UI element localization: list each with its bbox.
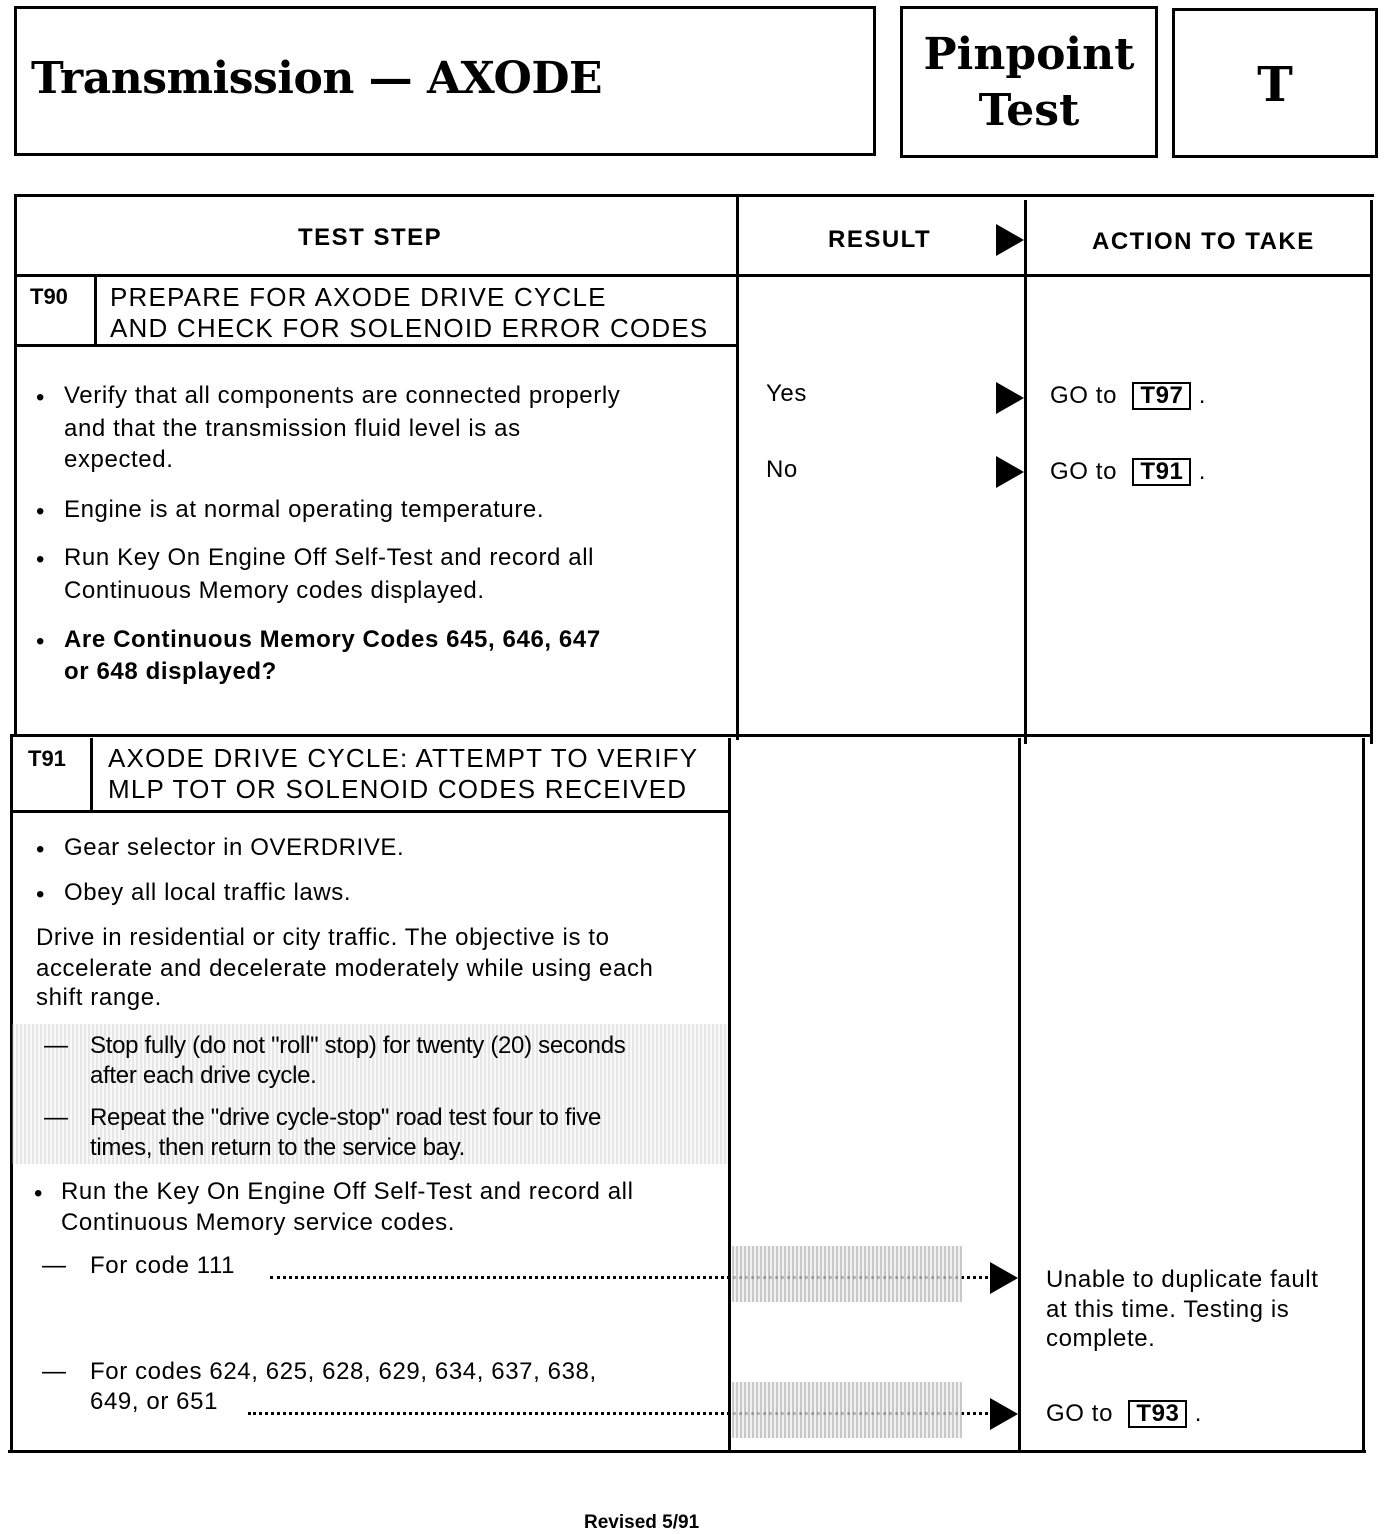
t90-b1-line-2: and that the transmission fluid level is as <box>64 415 521 442</box>
t91-p1-line-2: accelerate and decelerate moderately while using each <box>36 955 654 982</box>
t91-b3-line-2: Continuous Memory service codes. <box>61 1209 456 1236</box>
col-header-action: ACTION TO TAKE <box>1092 228 1315 255</box>
t90-code: T90 <box>30 284 68 309</box>
bullet-icon: • <box>36 628 45 655</box>
arrow-right-icon <box>996 382 1024 414</box>
bullet-icon: • <box>34 1180 43 1207</box>
t90-b3-line-2: Continuous Memory codes displayed. <box>64 577 485 604</box>
t91-code-sep <box>90 738 93 810</box>
col-sep-1-upper <box>736 196 739 740</box>
page-title: Transmission — AXODE <box>31 53 603 104</box>
arrow-right-icon <box>990 1398 1018 1430</box>
bullet-icon: • <box>36 546 45 573</box>
scan-shading <box>732 1246 962 1302</box>
t91-action-1-line-2: at this time. Testing is <box>1046 1296 1290 1323</box>
pinpoint-test-label <box>903 27 1155 139</box>
arrow-right-icon <box>990 1262 1018 1294</box>
test-letter-box <box>1172 8 1378 158</box>
t91-p1-line-1: Drive in residential or city traffic. The objective is to <box>36 924 610 951</box>
t91-b2: Obey all local traffic laws. <box>64 879 352 906</box>
header-bottom-border <box>14 274 1372 277</box>
goto-t97-link[interactable]: T97 <box>1132 382 1191 410</box>
dash-icon: — <box>44 1104 69 1131</box>
t91-d1-line-2: after each drive cycle. <box>90 1062 317 1089</box>
dash-icon: — <box>42 1358 67 1385</box>
t90-title-bottom <box>14 344 738 347</box>
test-label: Test <box>978 85 1080 136</box>
pinpoint-test-box <box>900 6 1158 158</box>
t90-b3-line-1: Run Key On Engine Off Self-Test and record all <box>64 544 595 571</box>
title-box <box>14 6 876 156</box>
col-header-test-step: TEST STEP <box>298 224 443 251</box>
period: . <box>1198 458 1207 485</box>
scan-shading <box>732 1382 962 1438</box>
t90-title-line-1: PREPARE FOR AXODE DRIVE CYCLE <box>110 282 607 312</box>
col-sep-2-lower <box>1018 738 1021 1452</box>
t90-result-yes: Yes <box>766 380 807 407</box>
t90-b4-line-2: or 648 displayed? <box>64 658 277 685</box>
t91-action-1-line-3: complete. <box>1046 1325 1156 1352</box>
t90-result-no: No <box>766 456 798 483</box>
dash-icon: — <box>42 1252 67 1279</box>
t91-d1-line-1: Stop fully (do not "roll" stop) for twenty (20) seconds <box>90 1032 626 1059</box>
pinpoint-table <box>8 194 1374 1452</box>
t91-d2-line-1: Repeat the "drive cycle-stop" road test four to five <box>90 1104 602 1131</box>
t91-p1-line-3: shift range. <box>36 984 162 1011</box>
bullet-icon: • <box>36 384 45 411</box>
go-to-label: GO to <box>1050 382 1118 409</box>
t91-b1: Gear selector in OVERDRIVE. <box>64 834 405 861</box>
t91-code-group-line-1: For codes 624, 625, 628, 629, 634, 637, 638, <box>90 1358 597 1385</box>
t91-title-bottom <box>10 810 730 813</box>
t90-action-yes <box>1050 380 1206 411</box>
goto-t93-link[interactable]: T93 <box>1128 1400 1187 1428</box>
pinpoint-label: Pinpoint <box>923 29 1135 80</box>
t90-code-sep <box>94 276 97 344</box>
col-header-result: RESULT <box>828 226 932 253</box>
period: . <box>1198 382 1207 409</box>
t90-b4-line-1: Are Continuous Memory Codes 645, 646, 647 <box>64 626 601 653</box>
table-right-border-lower <box>1362 738 1365 1452</box>
row-divider <box>10 734 1370 737</box>
test-letter: T <box>1257 57 1293 113</box>
goto-t91-link[interactable]: T91 <box>1132 458 1191 486</box>
bullet-icon: • <box>36 881 45 908</box>
t90-title-line-2: AND CHECK FOR SOLENOID ERROR CODES <box>110 313 709 343</box>
t90-b1-line-3: expected. <box>64 446 174 473</box>
t91-action-2 <box>1046 1398 1202 1429</box>
t91-code-111: For code 111 <box>90 1252 236 1279</box>
revision-footer: Revised 5/91 <box>584 1512 700 1533</box>
t90-b1-line-1: Verify that all components are connected properly <box>64 382 621 409</box>
t90-b2: Engine is at normal operating temperature. <box>64 496 545 523</box>
arrow-right-icon <box>996 456 1024 488</box>
go-to-label: GO to <box>1046 1400 1114 1427</box>
col-sep-2-upper <box>1024 200 1027 744</box>
col-sep-1-lower <box>728 738 731 1452</box>
t90-action-no <box>1050 456 1206 487</box>
table-right-border-upper <box>1370 200 1373 744</box>
go-to-label: GO to <box>1050 458 1118 485</box>
t91-code: T91 <box>28 746 66 771</box>
period: . <box>1194 1400 1203 1427</box>
t91-title-line-2: MLP TOT OR SOLENOID CODES RECEIVED <box>108 774 688 804</box>
header-arrow-icon <box>996 224 1024 256</box>
bullet-icon: • <box>36 836 45 863</box>
t91-action-1-line-1: Unable to duplicate fault <box>1046 1266 1319 1293</box>
t91-code-group-line-2: 649, or 651 <box>90 1388 219 1415</box>
t91-d2-line-2: times, then return to the service bay. <box>90 1134 466 1161</box>
t91-b3-line-1: Run the Key On Engine Off Self-Test and record all <box>61 1178 634 1205</box>
t91-title-line-1: AXODE DRIVE CYCLE: ATTEMPT TO VERIFY <box>108 743 699 773</box>
table-top-border <box>14 194 1374 197</box>
table-bottom-border <box>8 1450 1366 1453</box>
bullet-icon: • <box>36 498 45 525</box>
dash-icon: — <box>44 1032 69 1059</box>
